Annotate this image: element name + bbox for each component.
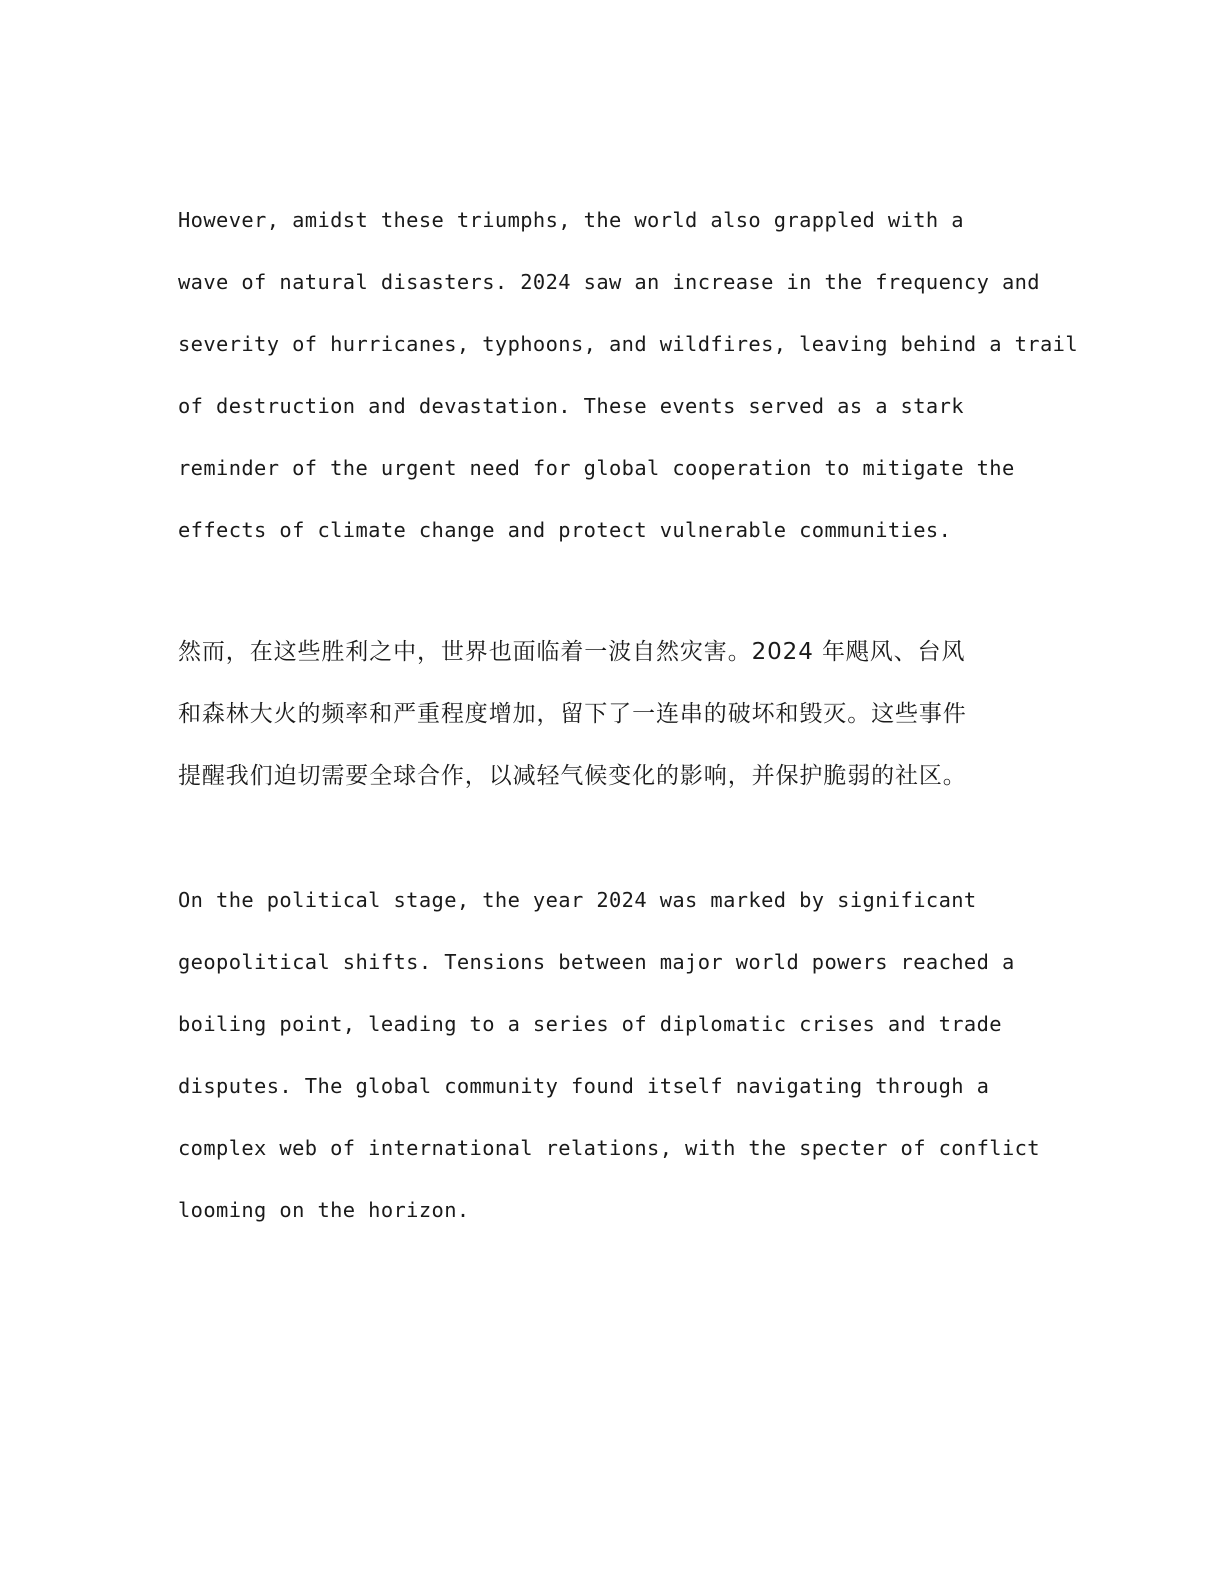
text-line: 和森林大火的频率和严重程度增加，留下了一连串的破坏和毁灭。这些事件 xyxy=(178,701,967,727)
text-line: reminder of the urgent need for global cooperation to mitigate the xyxy=(178,456,1015,480)
paragraph-natural-disasters-en xyxy=(178,189,1178,561)
text-line: geopolitical shifts. Tensions between major world powers reached a xyxy=(178,950,1015,974)
text-line: looming on the horizon. xyxy=(178,1198,470,1222)
text-line: wave of natural disasters. 2024 saw an increase in the frequency and xyxy=(178,270,1040,294)
paragraph-natural-disasters-zh xyxy=(178,621,1178,807)
paragraph-political-shifts-en xyxy=(178,869,1178,1241)
text-line: 然而，在这些胜利之中，世界也面临着一波自然灾害。2024 年飓风、台风 xyxy=(178,639,966,665)
text-line: boiling point, leading to a series of diplomatic crises and trade xyxy=(178,1012,1002,1036)
text-line: disputes. The global community found itself navigating through a xyxy=(178,1074,990,1098)
text-line: complex web of international relations, with the specter of conflict xyxy=(178,1136,1040,1160)
text-line: severity of hurricanes, typhoons, and wildfires, leaving behind a trail xyxy=(178,332,1079,356)
text-line: However, amidst these triumphs, the world also grappled with a xyxy=(178,208,964,232)
text-line: of destruction and devastation. These events served as a stark xyxy=(178,394,964,418)
text-line: On the political stage, the year 2024 was marked by significant xyxy=(178,888,977,912)
text-line: 提醒我们迫切需要全球合作，以减轻气候变化的影响，并保护脆弱的社区。 xyxy=(178,763,967,789)
text-line: effects of climate change and protect vulnerable communities. xyxy=(178,518,952,542)
